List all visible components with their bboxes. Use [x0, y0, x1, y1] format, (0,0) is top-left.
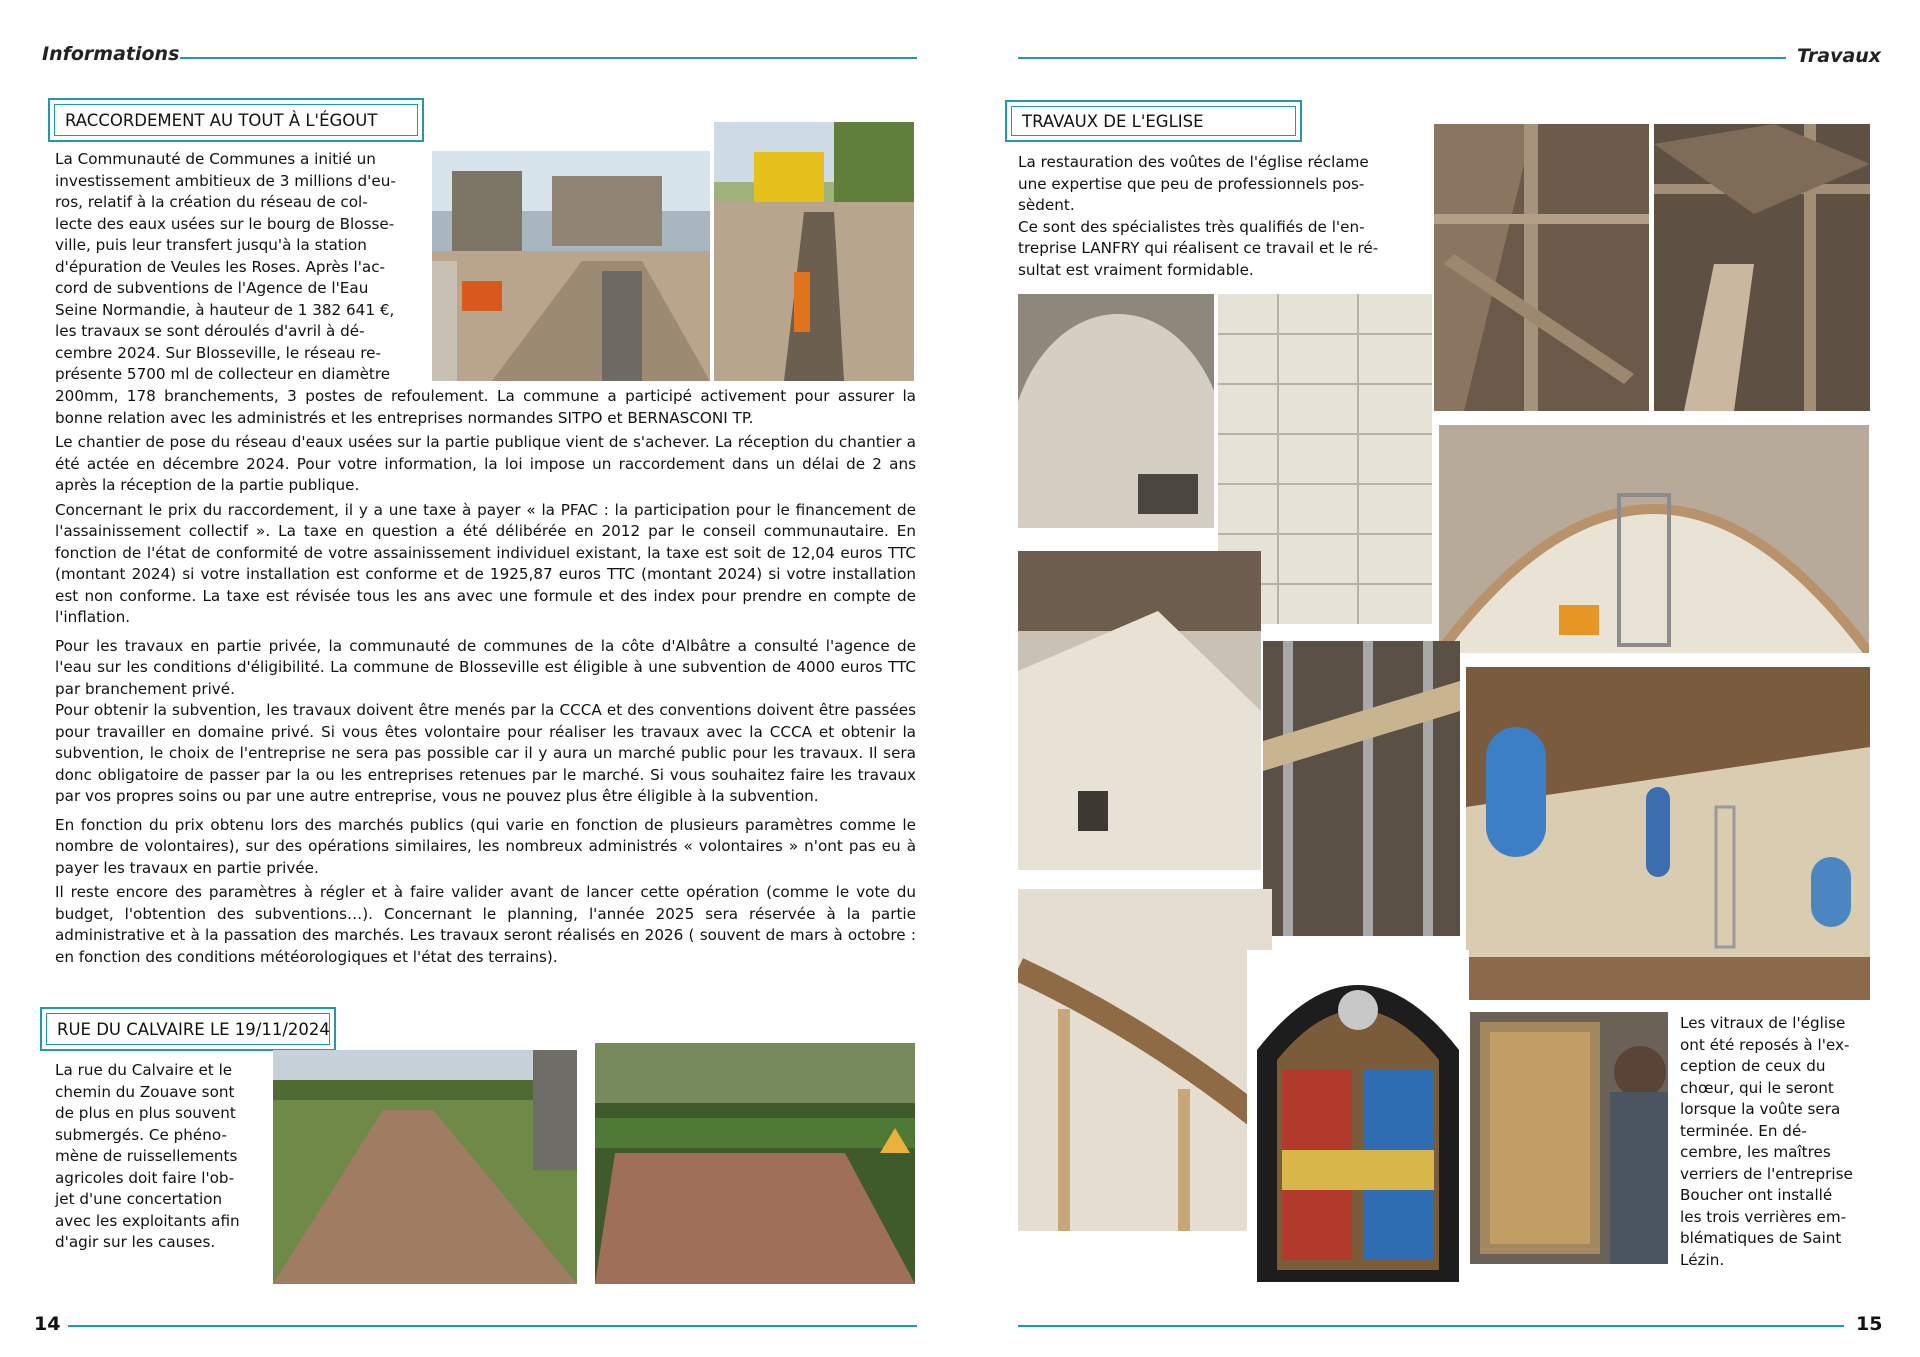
photo-street-works	[432, 151, 710, 381]
photo-vault-scaffold	[1439, 425, 1869, 653]
caption-line: blématiques de Saint	[1680, 1229, 1842, 1247]
eglise-line: sèdent.	[1018, 196, 1075, 214]
section-title-raccordement: RACCORDEMENT AU TOUT À L'ÉGOUT	[54, 104, 418, 136]
caption-line: Les vitraux de l'église	[1680, 1014, 1846, 1032]
paragraph: 200mm, 178 branchements, 3 postes de refoulement. La commune a participé activement pour assurer la bonne relation avec les administrés et les entreprises normandes SITPO et BERNASCONI TP.	[55, 387, 916, 427]
calvaire-line: chemin du Zouave sont	[55, 1082, 235, 1101]
calvaire-line: mène de ruissellements	[55, 1147, 238, 1165]
calvaire-line: de plus en plus souvent	[55, 1104, 236, 1122]
caption-line: ont été reposés à l'ex-	[1680, 1035, 1850, 1054]
raccordement-intro	[55, 149, 420, 386]
intro-line: Seine Normandie, à hauteur de 1 382 641 €,	[55, 300, 395, 319]
right-footer-rule	[1018, 1325, 1844, 1327]
calvaire-line: agricoles doit faire l'ob-	[55, 1168, 235, 1187]
caption-line: ception de ceux du	[1680, 1057, 1826, 1075]
intro-line: lecte des eaux usées sur le bourg de Blosse-	[55, 214, 395, 233]
calvaire-line: jet d'une concertation	[55, 1190, 223, 1208]
calvaire-line: d'agir sur les causes.	[55, 1233, 216, 1251]
intro-line: La Communauté de Communes a initié un	[55, 150, 376, 168]
left-header-rule	[180, 57, 917, 59]
calvaire-line: submergés. Ce phéno-	[55, 1125, 227, 1144]
caption-line: cembre, les maîtres	[1680, 1143, 1831, 1161]
intro-line: cord de subventions de l'Agence de l'Eau	[55, 279, 369, 297]
paragraph: Le chantier de pose du réseau d'eaux usées sur la partie publique vient de s'achever. La réception du chantier a été actée en décembre 2024. Pour votre information, la loi impose un raccordement dans un délai de 2 ans après la réception de la partie publique.	[55, 433, 916, 494]
photo-glass-installer	[1470, 1012, 1668, 1264]
photo-stained-glass	[1247, 950, 1469, 1282]
calvaire-text	[55, 1060, 257, 1254]
left-page-header: Informations	[42, 43, 180, 65]
stained-glass-caption	[1680, 1013, 1868, 1271]
eglise-line: une expertise que peu de professionnels pos-	[1018, 174, 1365, 193]
calvaire-line: avec les exploitants afin	[55, 1211, 240, 1230]
paragraph: Pour obtenir la subvention, les travaux doivent être menés par la CCCA et des conventions doivent être passées pour travailler en domaine privé. Si vous êtes volontaire pour réaliser les travaux avec la CCCA et obtenir la subvention, le choix de l'entreprise ne sera pas possible car il y aura un marché public pour les travaux. Il sera donc obligatoire de passer par la ou les entreprises retenues par le marché. Si vous souhaitez faire les travaux par vos propres soins ou par une autre entreprise, vous ne pouvez plus être éligible à la subvention.	[55, 701, 916, 805]
intro-line: les travaux se sont déroulés d'avril à dé-	[55, 322, 365, 340]
photo-vault-stone-1	[1018, 294, 1214, 528]
page-number-right: 15	[1856, 1313, 1883, 1335]
eglise-line: La restauration des voûtes de l'église réclame	[1018, 153, 1369, 171]
left-footer-rule	[68, 1325, 917, 1327]
section-title-box	[40, 1007, 336, 1051]
caption-line: lorsque la voûte sera	[1680, 1100, 1841, 1118]
eglise-line: treprise LANFRY qui réalisent ce travail et le ré-	[1018, 239, 1379, 257]
intro-line: investissement ambitieux de 3 millions d'eu-	[55, 171, 396, 190]
section-title-calvaire: RUE DU CALVAIRE LE 19/11/2024	[46, 1013, 330, 1045]
caption-line: verriers de l'entreprise	[1680, 1164, 1853, 1183]
paragraph: En fonction du prix obtenu lors des marchés publics (qui varie en fonction de plusieurs paramètres comme le nombre de volontaires), sur des opérations similaires, les nombreux administrés « volontaires » n'ont pas eu à payer les travaux en partie privée.	[55, 815, 916, 877]
paragraph: Pour les travaux en partie privée, la communauté de communes de la côte d'Albâtre a consulté l'agence de l'eau sur les conditions d'éligibilité. La commune de Blosseville est éligible à une subvention de 4000 euros TTC par branchement privé.	[55, 636, 916, 698]
raccordement-body	[55, 386, 916, 968]
right-header-rule	[1018, 57, 1786, 59]
caption-line: Boucher ont installé	[1680, 1186, 1833, 1204]
caption-line: les trois verrières em-	[1680, 1207, 1847, 1226]
photo-vault-repair	[1018, 551, 1261, 870]
eglise-line: Ce sont des spécialistes très qualifiés de l'en-	[1018, 217, 1365, 236]
photo-roof-timbers-2	[1654, 124, 1870, 411]
page-number-left: 14	[34, 1313, 61, 1335]
caption-line: terminée. En dé-	[1680, 1121, 1807, 1140]
intro-line: présente 5700 ml de collecteur en diamètre	[55, 365, 391, 383]
paragraph: Concernant le prix du raccordement, il y a une taxe à payer « la PFAC : la participation pour le financement de l'assainissement collectif ». La taxe en question a été délibérée en 2012 par le conseil communautaire. En fonction de l'état de conformité de votre assainissement individuel existant, la taxe est soit de 12,04 euros TTC (montant 2024) si votre installation est conforme et de 1925,87 euros TTC (montant 2024) si votre installation est non conforme. La taxe est révisée tous les ans avec une formule et des index pour prendre en compte de l'inflation.	[55, 500, 916, 626]
section-title-eglise: TRAVAUX DE L'EGLISE	[1011, 106, 1296, 136]
photo-excavator-trench	[714, 122, 914, 381]
intro-line: ros, relatif à la création du réseau de col-	[55, 193, 368, 211]
section-title-box	[48, 98, 424, 142]
paragraph: Il reste encore des paramètres à régler et à faire valider avant de lancer cette opération (comme le vote du budget, l'obtention des subventions…). Concernant le planning, l'année 2025 sera réservée à la partie administrative et à la passation des marchés. Les travaux seront réalisés en 2026 ( souvent de mars à octobre : en fonction des conditions météorologiques et l'état des terrains).	[55, 883, 916, 966]
section-title-box	[1005, 100, 1302, 142]
intro-line: d'épuration de Veules les Roses. Après l'ac-	[55, 257, 386, 276]
photo-church-nave	[1466, 667, 1870, 1000]
photo-scaffold-poles	[1263, 641, 1460, 936]
calvaire-line: La rue du Calvaire et le	[55, 1061, 233, 1079]
intro-line: ville, puis leur transfert jusqu'à la station	[55, 236, 367, 254]
right-page-header: Travaux	[1797, 45, 1882, 67]
photo-roof-timbers-1	[1434, 124, 1649, 411]
eglise-intro	[1018, 152, 1420, 281]
caption-line: chœur, qui le seront	[1680, 1078, 1834, 1097]
intro-line: cembre 2024. Sur Blosseville, le réseau re-	[55, 343, 381, 362]
caption-line: Lézin.	[1680, 1250, 1725, 1269]
photo-flooded-road-2	[595, 1043, 915, 1284]
photo-flooded-road-1	[273, 1050, 577, 1284]
photo-vault-timbers	[1018, 889, 1272, 1231]
eglise-line: sultat est vraiment formidable.	[1018, 260, 1254, 279]
